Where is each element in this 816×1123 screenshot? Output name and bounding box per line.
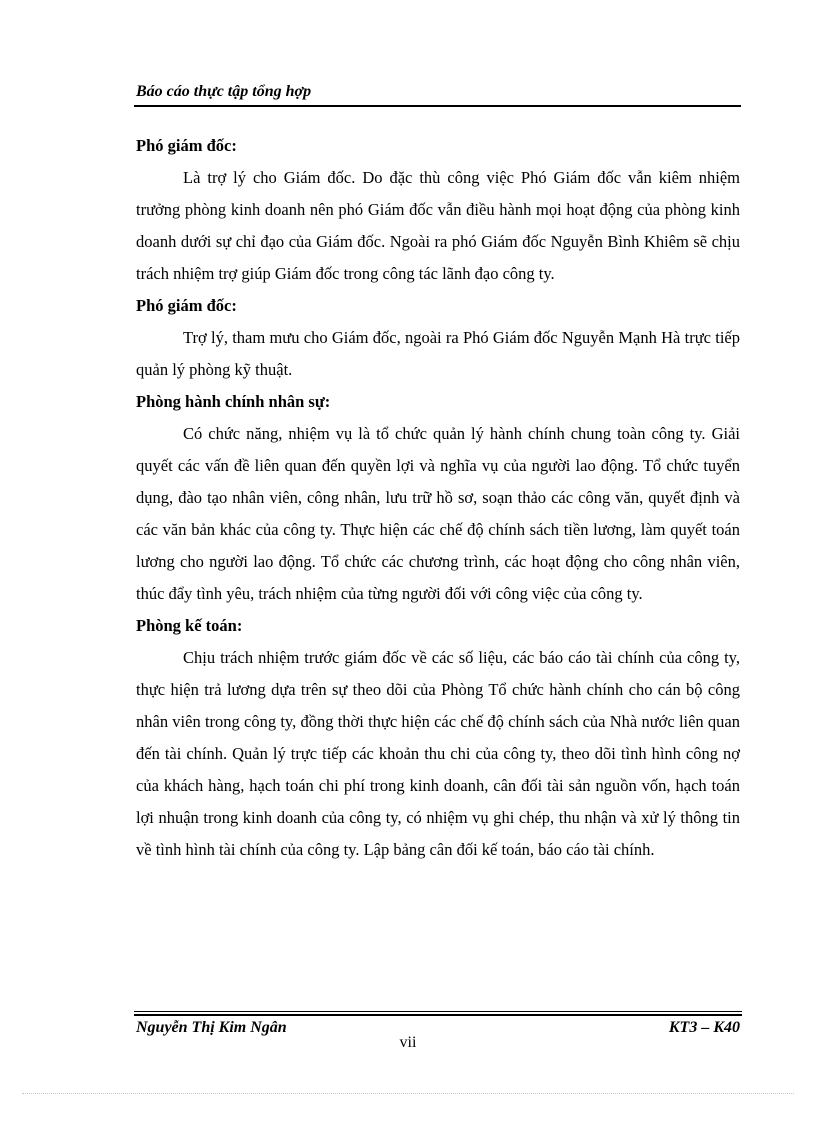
header-title: Báo cáo thực tập tổng hợp [136, 83, 312, 100]
section-hr-department [136, 386, 740, 610]
section-paragraph: Có chức năng, nhiệm vụ là tổ chức quản lý hành chính chung toàn công ty. Giải quyết các vấn đề liên quan đến quyền lợi và nghĩa vụ của người lao động. Tổ chức tuyển dụng, đào tạo nhân viên, công nhân, lưu trữ hồ sơ, soạn thảo các công văn, quyết định và các văn bản khác của công ty. Thực hiện các chế độ chính sách tiền lương, làm quyết toán lương cho người lao động. Tổ chức các chương trình, các hoạt động cho công nhân viên, thúc đẩy tình yêu, trách nhiệm của từng người đối với công việc của công ty. [136, 424, 740, 603]
section-paragraph: Là trợ lý cho Giám đốc. Do đặc thù công việc Phó Giám đốc vẫn kiêm nhiệm trưởng phòng kinh doanh nên phó Giám đốc vẫn điều hành mọi hoạt động của phòng kinh doanh dưới sự chỉ đạo của Giám đốc. Ngoài ra phó Giám đốc Nguyễn Bình Khiêm sẽ chịu trách nhiệm trợ giúp Giám đốc trong công tác lãnh đạo công ty. [136, 168, 740, 283]
document-body [136, 130, 740, 866]
section-deputy-director-1 [136, 130, 740, 290]
footer-class-code: KT3 – K40 [668, 1019, 740, 1036]
section-paragraph: Chịu trách nhiệm trước giám đốc về các số liệu, các báo cáo tài chính của công ty, thực hiện trả lương dựa trên sự theo dõi của Phòng Tổ chức hành chính cho cán bộ công nhân viên trong công ty, đồng thời thực hiện các chế độ chính sách của Nhà nước liên quan đến tài chính. Quản lý trực tiếp các khoản thu chi của công ty, theo dõi tình hình công nợ của khách hàng, hạch toán chi phí trong kinh doanh, cân đối tài sản nguồn vốn, hạch toán lợi nhuận trong kinh doanh của công ty, có nhiệm vụ ghi chép, thu nhận và xử lý thông tin về tình hình tài chính của công ty. Lập bảng cân đối kế toán, báo cáo tài chính. [136, 648, 740, 859]
footer-rule-top [134, 1011, 742, 1012]
page-number: vii [399, 1034, 417, 1051]
section-heading: Phó giám đốc: [136, 136, 237, 155]
section-heading: Phòng kế toán: [136, 616, 243, 635]
footer-rule-bottom [134, 1014, 742, 1016]
section-deputy-director-2 [136, 290, 740, 386]
section-heading: Phó giám đốc: [136, 296, 237, 315]
section-heading: Phòng hành chính nhân sự: [136, 392, 331, 411]
section-accounting-department [136, 610, 740, 866]
section-paragraph: Trợ lý, tham mưu cho Giám đốc, ngoài ra Phó Giám đốc Nguyễn Mạnh Hà trực tiếp quản lý phòng kỹ thuật. [136, 328, 740, 379]
footer-author: Nguyễn Thị Kim Ngân [136, 1019, 287, 1036]
page-edge-divider [22, 1093, 794, 1094]
header-rule [134, 105, 741, 107]
